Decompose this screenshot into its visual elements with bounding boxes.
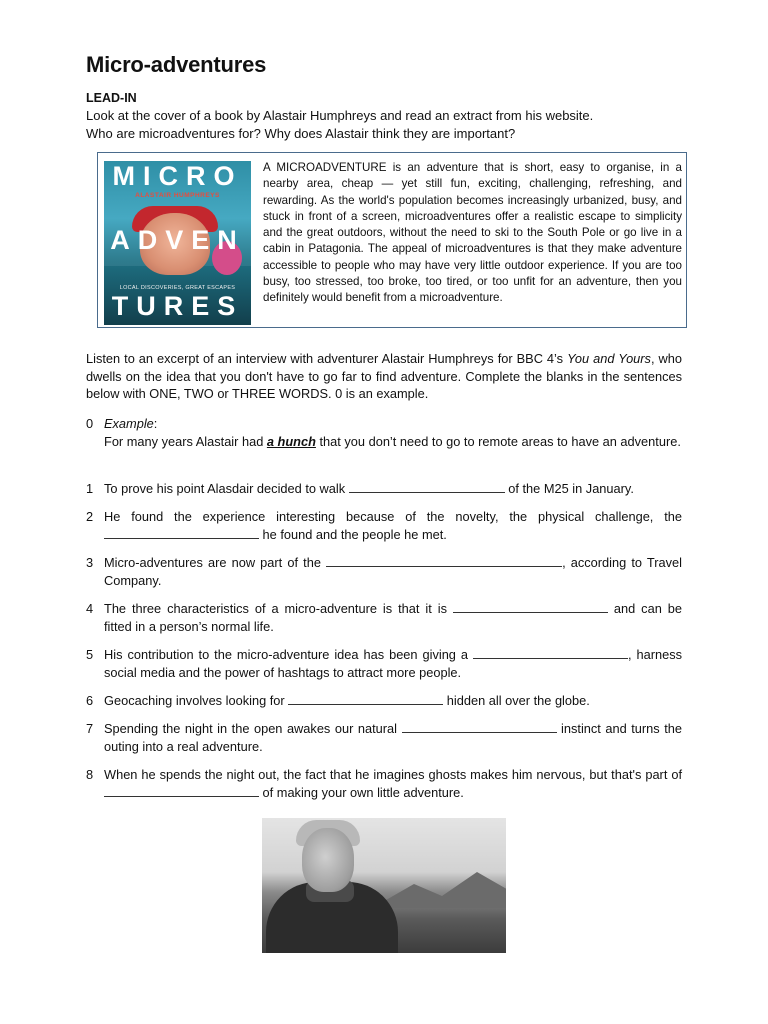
answer-blank[interactable] [473,646,628,659]
answer-blank[interactable] [453,600,608,613]
lead-in-heading: LEAD-IN [86,91,137,105]
item-number: 1 [86,481,94,496]
photo-face [302,828,354,892]
cover-title-row-3: TURES [111,291,244,321]
example-item [86,415,682,451]
question-2 [86,508,682,544]
question-6 [86,692,682,710]
answer-blank[interactable] [402,720,557,733]
cover-tagline: LOCAL DISCOVERIES, GREAT ESCAPES [119,285,236,291]
answer-blank[interactable] [349,480,505,493]
question-text: The three characteristics of a micro-adventure is that it is [104,601,453,616]
item-number: 3 [86,555,94,570]
item-number: 0 [86,416,94,431]
example-post: that you don’t need to go to remote areas to have an adventure. [315,434,681,449]
answer-blank[interactable] [104,526,259,539]
cover-title-row-1: MICRO [112,161,243,191]
question-text: He found the experience interesting because of the novelty, the physical challenge, the [104,509,682,524]
question-text: When he spends the night out, the fact that he imagines ghosts makes him nervous, but that's part of [104,767,682,782]
question-text: Geocaching involves looking for [104,693,289,708]
example-answer: a hunch [266,434,316,449]
example-colon: : [153,416,158,431]
item-number: 5 [86,647,94,662]
question-text: of making your own little adventure. [259,785,464,800]
question-text: Micro-adventures are now part of the [104,555,327,570]
question-1 [86,480,682,498]
lead-in-line-1: Look at the cover of a book by Alastair Humphreys and read an extract from his website. [86,108,594,123]
question-text: and can be fitted in a person’s normal life. [104,601,682,634]
item-number: 6 [86,693,94,708]
question-text: he found and the people he met. [259,527,447,542]
answer-blank[interactable] [326,554,562,567]
item-number: 2 [86,509,94,524]
show-title: You and Yours [567,351,651,366]
answer-blank[interactable] [104,784,259,797]
question-text: Spending the night in the open awakes our natural [104,721,402,736]
book-cover-image [104,161,251,325]
question-text: , according to Travel Company. [104,555,682,588]
question-7 [86,720,682,756]
question-text: instinct and turns the outing into a real adventure. [104,721,683,754]
instructions-post: , who dwells on the idea that you don't have to go far to find adventure. Complete the blanks in the sentences below with ONE, TWO or THREE WORDS. 0 is an example. [86,351,682,401]
photo-mountains [372,868,506,908]
lead-in-line-2: Who are microadventures for? Why does Alastair think they are important? [86,126,516,141]
item-number: 4 [86,601,94,616]
cover-author: ALASTAIR HUMPHREYS [135,192,220,199]
question-3 [86,554,682,590]
question-text: hidden all over the globe. [443,693,590,708]
instructions-pre: Listen to an excerpt of an interview with adventurer Alastair Humphreys for BBC 4’s [86,351,568,366]
question-text: To prove his point Alasdair decided to walk [104,481,349,496]
instructions [86,350,682,403]
question-text: of the M25 in January. [504,481,634,496]
page-title: Micro-adventures [86,52,267,77]
question-5 [86,646,682,682]
answer-blank[interactable] [288,692,443,705]
question-4 [86,600,682,636]
question-8 [86,766,682,802]
author-photo [262,818,506,953]
question-text: His contribution to the micro-adventure idea has been giving a [104,647,473,662]
question-text: , harness social media and the power of hashtags to attract more people. [104,647,683,680]
item-number: 8 [86,767,94,782]
extract-text: A MICROADVENTURE is an adventure that is short, easy to organise, in a nearby area, cheap — yet still fun, exciting, challenging, refreshing, and rewarding. As the world's population becomes increasingly urbanized, busy, and stuck in front of a screen, microadventures offer a realistic escape to simplicity and the great outdoors, without the need to ski to the South Pole or go live in a cabin in Patagonia. The appeal of microadventures is that they make adventure accessible to people who may have very little outdoor experience. If you are too busy, too stressed, too broke, too tired, or too unfit for an adventure, then you definitely would benefit from a microadventure. [263,161,682,305]
example-pre: For many years Alastair had [104,434,267,449]
cover-title-row-2: ADVEN [110,225,245,255]
item-number: 7 [86,721,94,736]
example-label: Example [104,416,154,431]
